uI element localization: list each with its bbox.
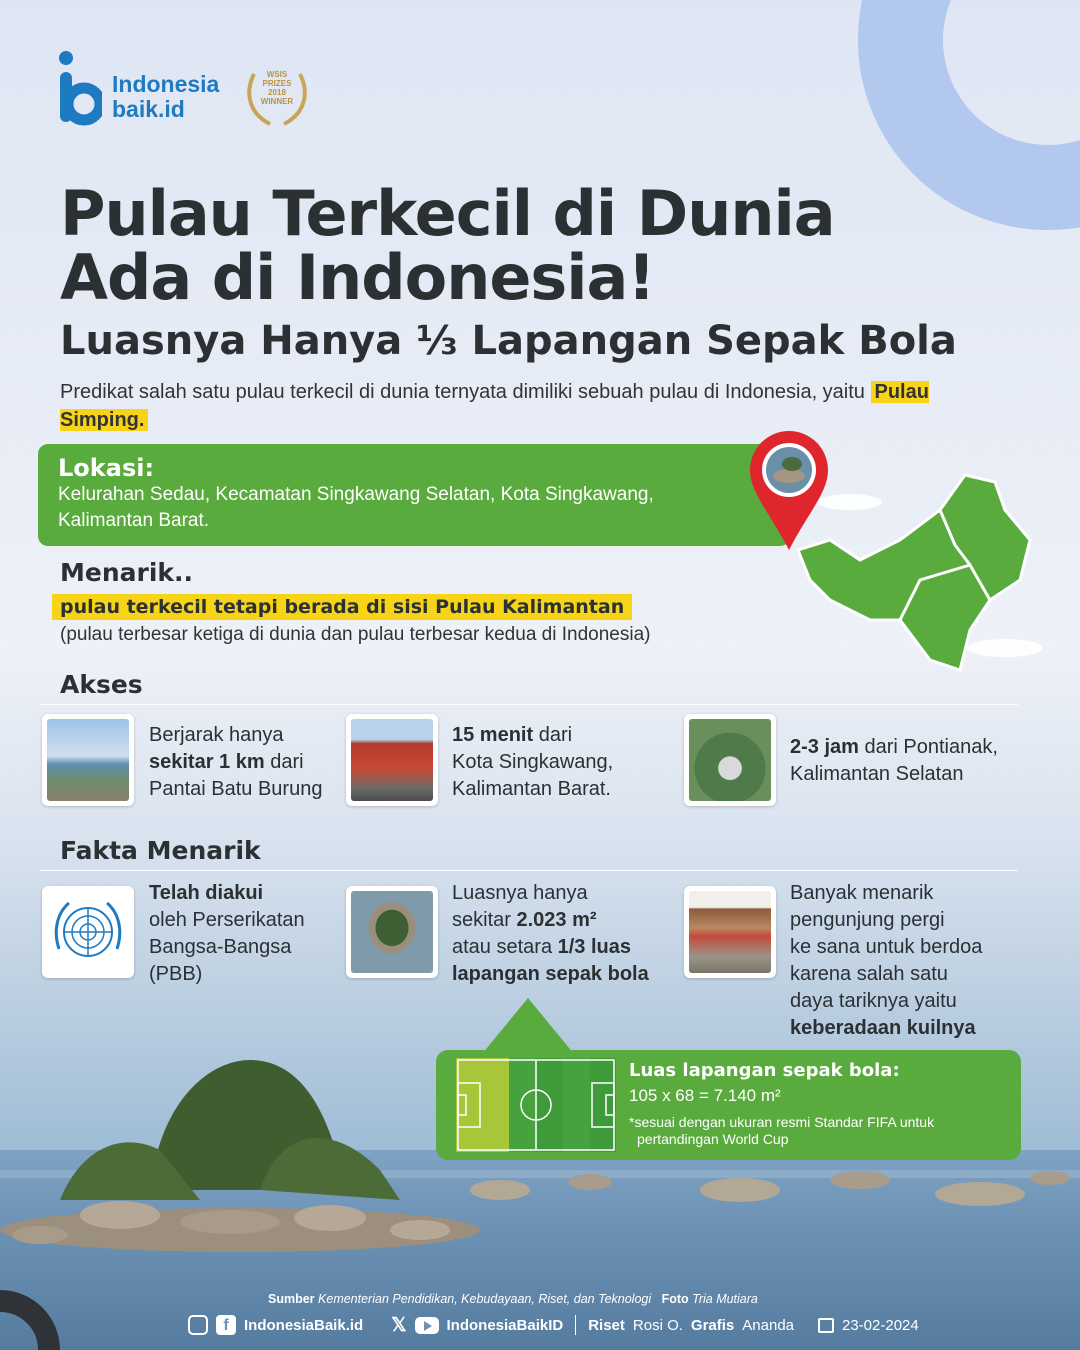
akses-text: dari Pontianak, xyxy=(858,736,998,758)
x-icon[interactable]: 𝕏 xyxy=(391,1314,407,1336)
grafis-label: Grafis xyxy=(690,1316,735,1334)
fakta-text: Luasnya hanya xyxy=(452,882,588,904)
photo-credit: Tria Mutiara xyxy=(692,1292,758,1306)
soccer-field-icon xyxy=(456,1058,616,1152)
fakta-text: atau setara xyxy=(452,936,558,958)
un-emblem-icon xyxy=(47,891,129,973)
field-formula: 105 x 68 = 7.140 m² xyxy=(629,1086,781,1105)
wsis-award-badge xyxy=(258,70,296,106)
akses-bold: 2-3 jam xyxy=(790,736,859,758)
akses-heading: Akses xyxy=(60,670,143,699)
fakta-bold: 2.023 m² xyxy=(516,909,597,931)
title-line1: Pulau Terkecil di Dunia xyxy=(60,177,835,250)
youtube-icon[interactable] xyxy=(415,1317,439,1334)
akses-bold: sekitar 1 km xyxy=(149,751,265,773)
akses-item-3 xyxy=(790,734,998,788)
indonesiabaik-logo-icon xyxy=(58,50,102,126)
page-title xyxy=(60,177,1020,314)
callout-pointer xyxy=(482,998,574,1054)
fakta-text: pengunjung pergi xyxy=(790,909,945,931)
akses-text: Pantai Batu Burung xyxy=(149,778,323,800)
award-line: PRIZES xyxy=(262,79,292,88)
photo-pontianak xyxy=(684,714,776,806)
akses-text: dari xyxy=(533,724,573,746)
location-box xyxy=(38,444,790,546)
photo-gerbang-singkawang xyxy=(346,714,438,806)
akses-text: Kota Singkawang, xyxy=(452,751,614,773)
grafis-name: Ananda xyxy=(742,1316,794,1334)
menarik-highlight: pulau terkecil tetapi berada di sisi Pulau Kalimantan xyxy=(52,594,632,620)
field-note-line: pertandingan World Cup xyxy=(637,1131,789,1147)
photo-label: Foto xyxy=(661,1292,689,1306)
fakta-text: (PBB) xyxy=(149,963,203,985)
akses-text: dari xyxy=(264,751,304,773)
intro-paragraph xyxy=(60,378,960,434)
intro-highlight: Pulau Simping. xyxy=(60,381,929,431)
title-line2: Ada di Indonesia! xyxy=(60,241,655,314)
brand-line2: baik.id xyxy=(112,96,185,122)
award-line: 2018 xyxy=(268,88,286,97)
fakta-text: Bangsa-Bangsa xyxy=(149,936,292,958)
fakta-text: oleh Perserikatan xyxy=(149,909,305,931)
brand-wordmark xyxy=(112,72,219,122)
separator xyxy=(575,1315,576,1335)
field-note-line: *sesuai dengan ukuran resmi Standar FIFA untuk xyxy=(629,1114,935,1130)
fakta-heading: Fakta Menarik xyxy=(60,836,261,865)
un-emblem-card xyxy=(42,886,134,978)
fakta-text: karena salah satu xyxy=(790,963,948,985)
akses-text: Berjarak hanya xyxy=(149,724,284,746)
divider xyxy=(40,870,1018,871)
social-handle-1[interactable]: IndonesiaBaik.id xyxy=(244,1316,364,1334)
page-subtitle: Luasnya Hanya ⅓ Lapangan Sepak Bola xyxy=(60,318,957,364)
fakta-item-1 xyxy=(149,880,305,988)
divider xyxy=(40,704,1018,705)
fakta-bold: lapangan sepak bola xyxy=(452,963,649,985)
intro-text: Predikat salah satu pulau terkecil di dunia ternyata dimiliki sebuah pulau di Indonesia, yaitu xyxy=(60,381,865,403)
source-credit xyxy=(268,1292,758,1306)
akses-text: Kalimantan Selatan xyxy=(790,763,964,785)
location-line1: Kelurahan Sedau, Kecamatan Singkawang Selatan, Kota Singkawang, xyxy=(58,484,654,505)
fakta-item-3 xyxy=(790,880,982,1042)
award-line: WINNER xyxy=(260,97,294,106)
calendar-icon xyxy=(818,1318,834,1333)
riset-label: Riset xyxy=(588,1316,625,1334)
location-label: Lokasi: xyxy=(58,454,155,482)
akses-item-2 xyxy=(452,722,613,803)
brand-line1: Indonesia xyxy=(112,71,220,97)
fakta-text: Banyak menarik xyxy=(790,882,934,904)
akses-bold: 15 menit xyxy=(452,724,534,746)
rocks xyxy=(440,1160,1080,1220)
footer-bar xyxy=(188,1312,919,1338)
menarik-heading: Menarik.. xyxy=(60,558,194,587)
island-illustration xyxy=(0,1040,480,1260)
fakta-item-2 xyxy=(452,880,649,988)
photo-temple xyxy=(684,886,776,978)
award-line: WSIS xyxy=(266,70,288,79)
publish-date: 23-02-2024 xyxy=(842,1316,919,1334)
location-line2: Kalimantan Barat. xyxy=(58,510,210,531)
social-handle-2[interactable]: IndonesiaBaikID xyxy=(446,1316,564,1334)
field-title: Luas lapangan sepak bola: xyxy=(629,1060,900,1081)
fakta-text: daya tariknya yaitu xyxy=(790,990,957,1012)
menarik-note: (pulau terbesar ketiga di dunia dan pulau terbesar kedua di Indonesia) xyxy=(60,624,651,645)
akses-text: Kalimantan Barat. xyxy=(452,778,611,800)
riset-name: Rosi O. xyxy=(632,1316,683,1334)
photo-aerial-island xyxy=(346,886,438,978)
fakta-bold: Telah diakui xyxy=(149,882,264,904)
fakta-bold: 1/3 luas xyxy=(557,936,632,958)
facebook-icon[interactable]: f xyxy=(216,1315,236,1335)
source-text: Kementerian Pendidikan, Kebudayaan, Riset, dan Teknologi xyxy=(318,1292,652,1306)
source-label: Sumber xyxy=(268,1292,315,1306)
akses-item-1 xyxy=(149,722,322,803)
field-note xyxy=(629,1114,1009,1148)
photo-pantai-batu-burung xyxy=(42,714,134,806)
instagram-icon[interactable] xyxy=(188,1315,208,1335)
location-pin-icon xyxy=(748,430,830,552)
fakta-bold: keberadaan kuilnya xyxy=(790,1017,976,1039)
fakta-text: ke sana untuk berdoa xyxy=(790,936,983,958)
field-info-box xyxy=(436,1050,1021,1160)
fakta-text: sekitar xyxy=(452,909,517,931)
